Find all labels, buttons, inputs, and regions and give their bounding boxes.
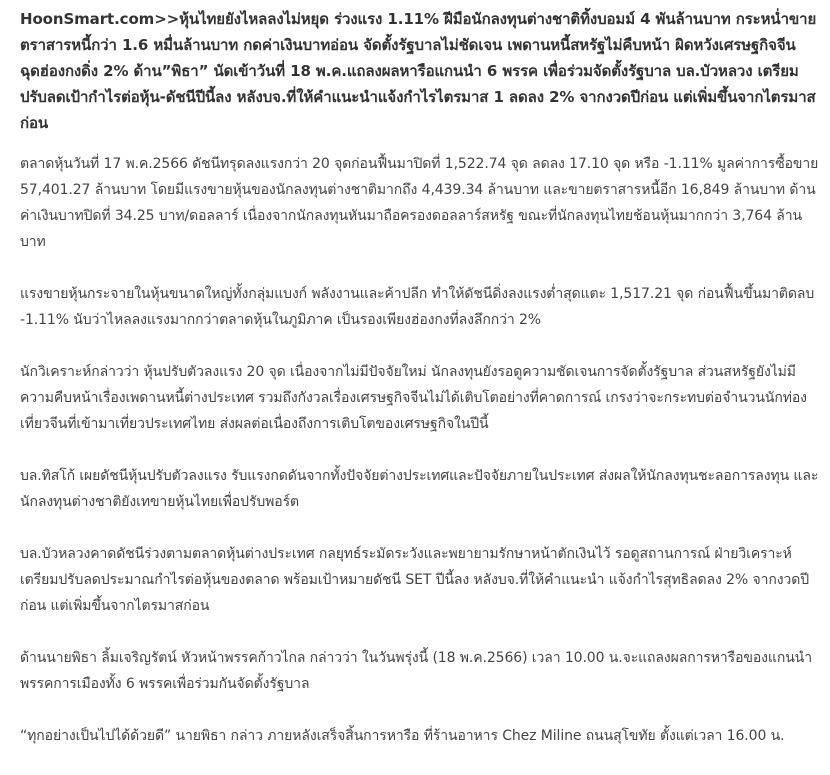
article-paragraph: บล.บัวหลวงคาดดัชนีร่วงตามตลาดหุ้นต่างประเทศ กลยุทธ์ระมัดระวังและพยายามรักษาหน้าตักเงินไว้ รอดูสถานการณ์ ฝ่ายวิเคราะห์เตรียมปรับลดประมาณกำไรต่อหุ้นของตลาด พร้อมเป้าหมายดัชนี SET ปีนี้ลง หลังบจ.ที่ให้คำแนะนำ แจ้งกำไรสุทธิลดลง 2% จากงวดปีก่อน แต่เพิ่มขึ้นจากไตรมาสก่อน (20, 546, 809, 614)
article-paragraph: นักวิเคราะห์กล่าวว่า หุ้นปรับตัวลงแรง 20 จุด เนื่องจากไม่มีปัจจัยใหม่ นักลงทุนยังรอดูความชัดเจนการจัดตั้งรัฐบาล ส่วนสหรัฐยังไม่มีความคืบหน้าเรื่องเพดานหนี้ต่างประเทศ รวมถึงกังวลเรื่องเศรษฐกิจจีนไม่ได้เติบโตอย่างที่คาดการณ์ เกรงว่าจะกระทบต่อจำนวนนักท่องเที่ยวจีนที่เข้ามาเที่ยวประเทศไทย ส่งผลต่อเนื่องถึงการเติบโตของเศรษฐกิจในปีนี้ (20, 364, 807, 432)
article-paragraph: บล.ทิสโก้ เผยดัชนีหุ้นปรับตัวลงแรง รับแรงกดดันจากทั้งปัจจัยต่างประเทศและปัจจัยภายในประเทศ ส่งผลให้นักลงทุนชะลอการลงทุน และนักลงทุนต่างชาติยังเทขายหุ้นไทยเพื่อปรับพอร์ต (20, 468, 819, 510)
article-body (20, 6, 820, 775)
article-paragraph: “ทุกอย่างเป็นไปได้ด้วยดี” นายพิธา กล่าว ภายหลังเสร็จสิ้นการหารือ ที่ร้านอาหาร Chez Miline ถนนสุโขทัย ตั้งแต่เวลา 16.00 น. (20, 728, 785, 744)
article-paragraph: ตลาดหุ้นวันที่ 17 พ.ค.2566 ดัชนีทรุดลงแรงกว่า 20 จุดก่อนฟื้นมาปิดที่ 1,522.74 จุด ลดลง 17.10 จุด หรือ -1.11% มูลค่าการซื้อขาย 57,401.27 ล้านบาท โดยมีแรงขายหุ้นของนักลงทุนต่างชาติมากถึง 4,439.34 ล้านบาท และขายตราสารหนี้อีก 16,849 ล้านบาท ด้านค่าเงินบาทปิดที่ 34.25 บาท/ดอลลาร์ เนื่องจากนักลงทุนหันมาถือครองดอลลาร์สหรัฐ ขณะที่นักลงทุนไทยช้อนหุ้นมากกว่า 3,764 ล้านบาท (20, 156, 819, 250)
article-paragraph: ด้านนายพิธา ลิ้มเจริญรัตน์ หัวหน้าพรรคก้าวไกล กล่าวว่า ในวันพรุ่งนี้ (18 พ.ค.2566) เวลา 10.00 น.จะแถลงผลการหารือของแกนนำพรรคการเมืองทั้ง 6 พรรคเพื่อร่วมกันจัดตั้งรัฐบาล (20, 650, 813, 692)
article-headline: HoonSmart.com>>หุ้นไทยยังไหลลงไม่หยุด ร่วงแรง 1.11% ฝีมือนักลงทุนต่างชาติทิ้งบอมม์ 4 พันล้านบาท กระหน่ำขายตราสารหนี้กว่า 1.6 หมื่นล้านบาท กดค่าเงินบาทอ่อน จัดตั้งรัฐบาลไม่ชัดเจน เพดานหนี้สหรัฐไม่คืบหน้า ผิดหวังเศรษฐกิจจีน ฉุดฮ่องกงดิ่ง 2% ด้าน”พิธา” นัดเข้าวันที่ 18 พ.ค.แถลงผลหารือแกนนำ 6 พรรค เพื่อร่วมจัดตั้งรัฐบาล บล.บัวหลวง เตรียมปรับลดเป้ากำไรต่อหุ้น-ดัชนีปีนี้ลง หลังบจ.ที่ให้คำแนะนำแจ้งกำไรไตรมาส 1 ลดลง 2% จากงวดปีก่อน แต่เพิ่มขึ้นจากไตรมาสก่อน (20, 10, 817, 132)
article-paragraph: แรงขายหุ้นกระจายในหุ้นขนาดใหญ่ทั้งกลุ่มแบงก์ พลังงานและค้าปลีก ทำให้ดัชนีดิ่งลงแรงต่ำสุดแตะ 1,517.21 จุด ก่อนฟื้นขึ้นมาติดลบ -1.11% นับว่าไหลลงแรงมากกว่าตลาดหุ้นในภูมิภาค เป็นรองเพียงฮ่องกงที่ลงลึกกว่า 2% (20, 286, 815, 328)
